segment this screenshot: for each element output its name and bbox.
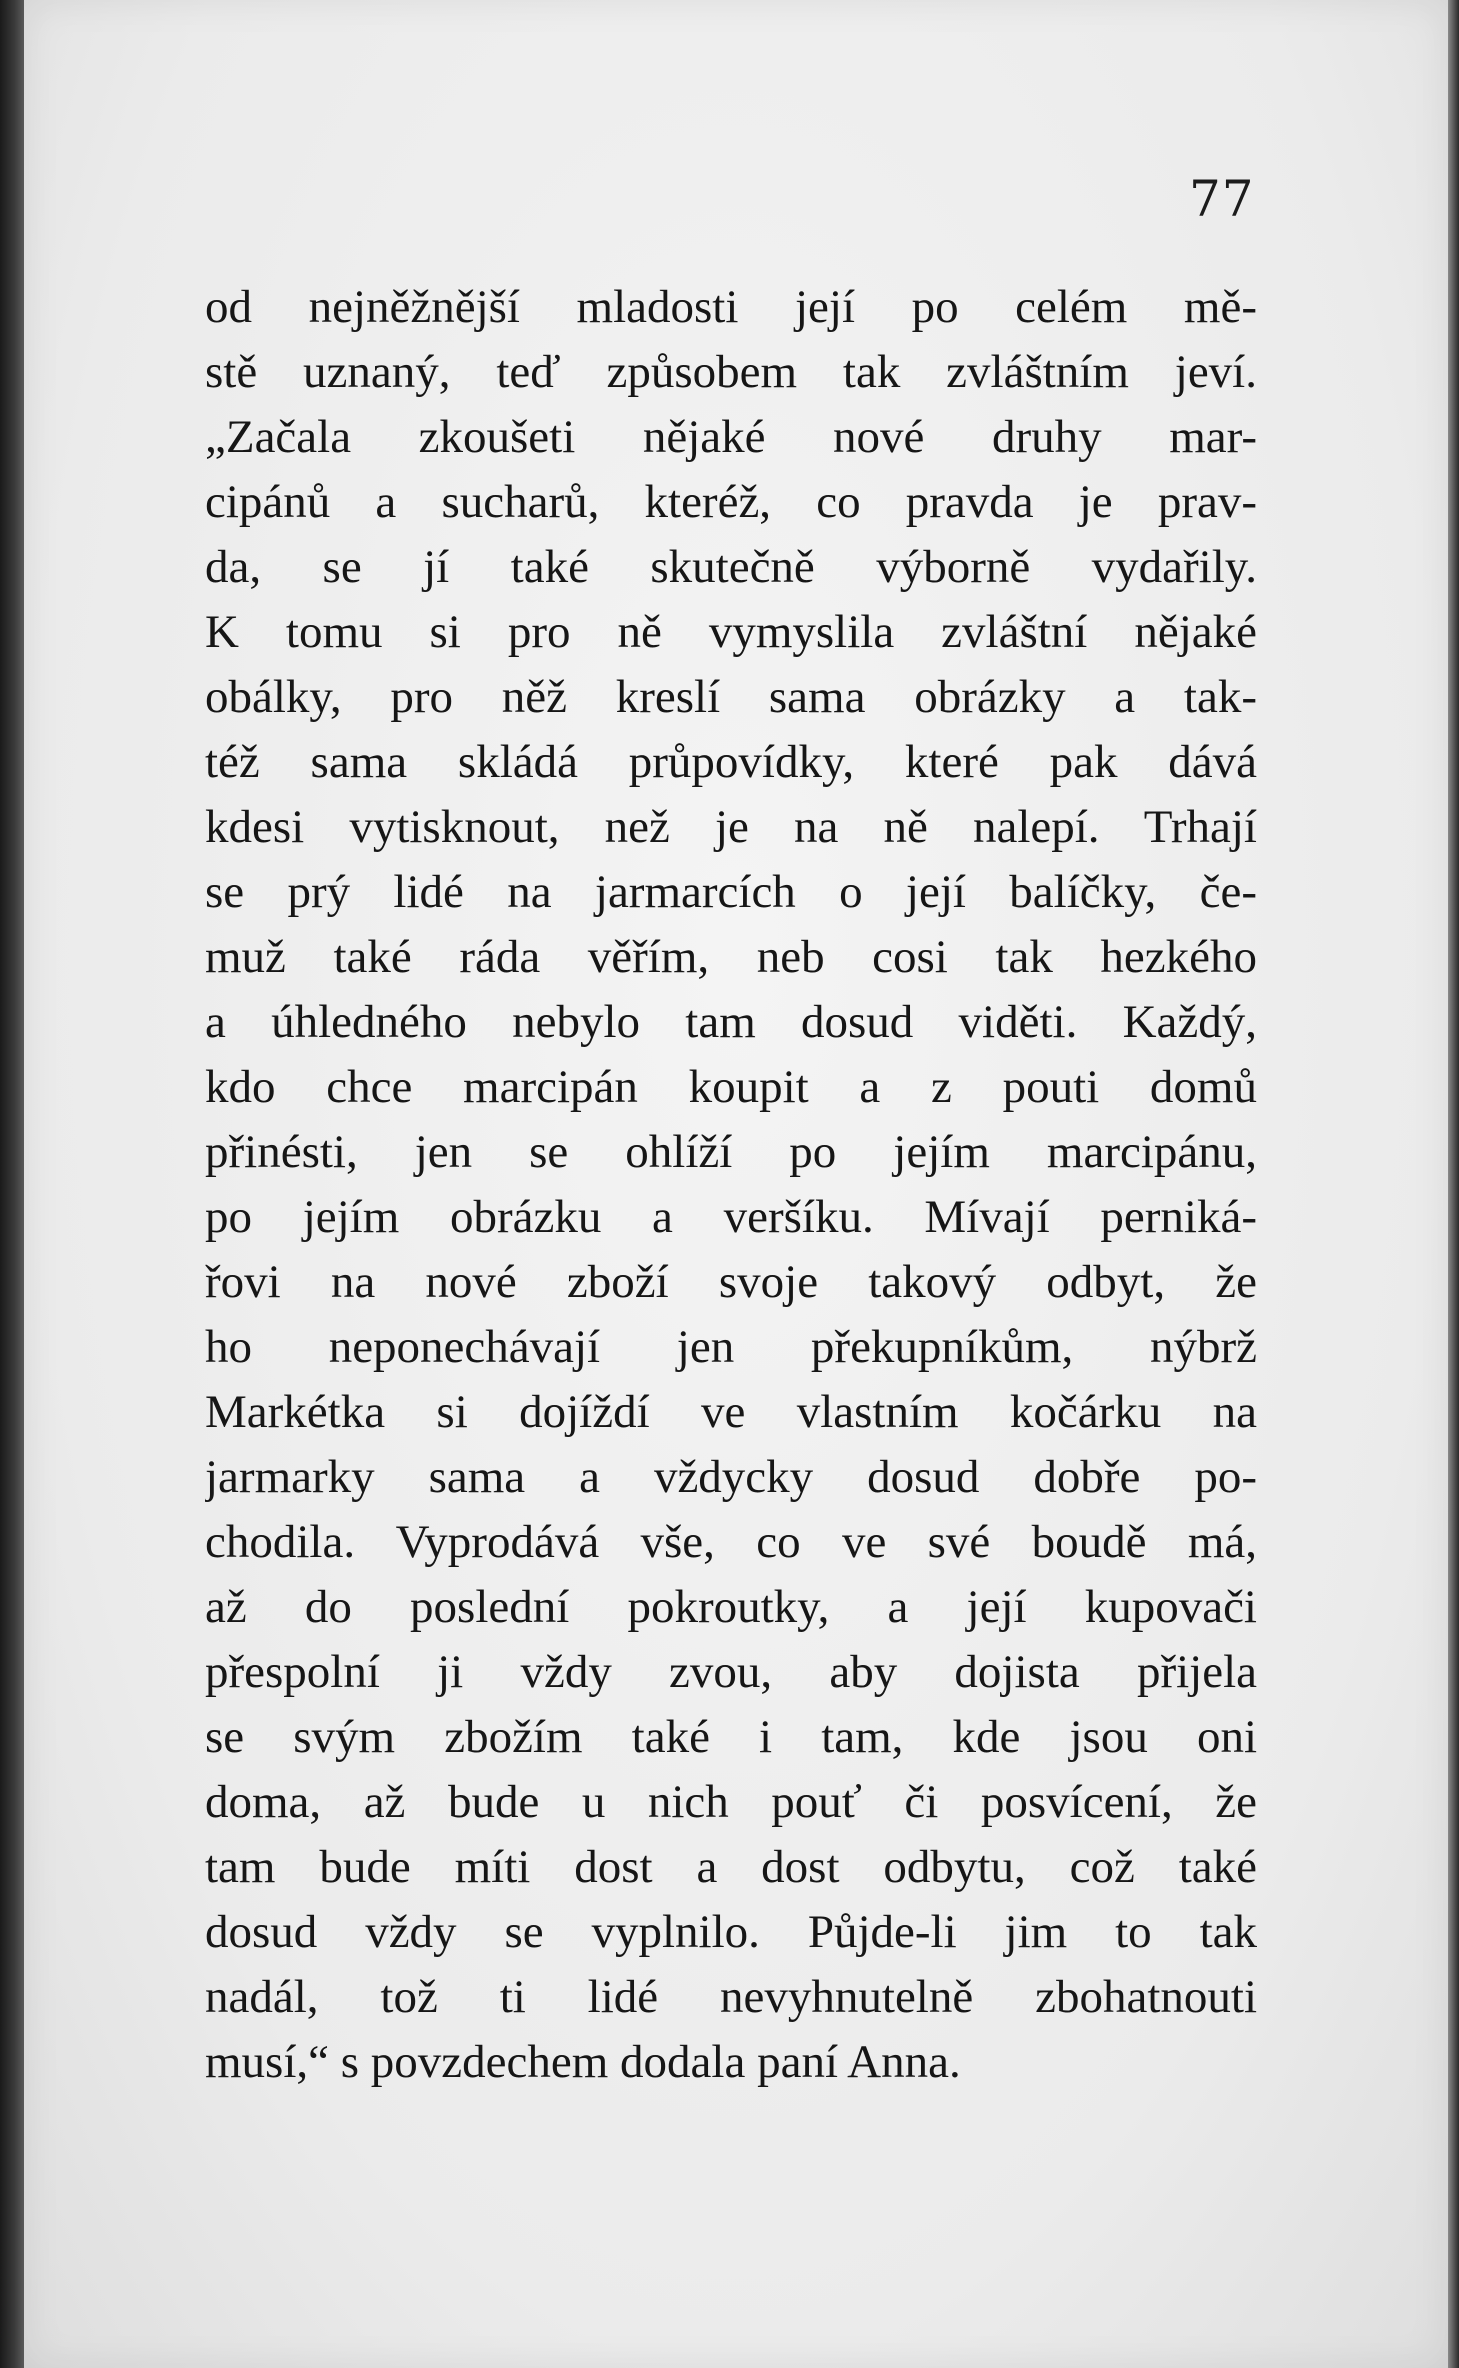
text-line: ho neponechávají jen překupníkům, nýbrž [205, 1321, 1257, 1373]
text-line: muž také ráda věřím, neb cosi tak hezkého [205, 931, 1257, 983]
book-page [24, 0, 1448, 2368]
body-text [205, 275, 1257, 2095]
text-line: přinésti, jen se ohlíží po jejím marcipánu, [205, 1126, 1257, 1178]
text-line: musí,“ s povzdechem dodala paní Anna. [205, 2036, 961, 2088]
text-line: přespolní ji vždy zvou, aby dojista přijela [205, 1646, 1257, 1698]
text-line: da, se jí také skutečně výborně vydařily. [205, 541, 1257, 593]
text-line: nadál, tož ti lidé nevyhnutelně zbohatnouti [205, 1971, 1257, 2023]
text-line: kdo chce marcipán koupit a z pouti domů [205, 1061, 1257, 1113]
text-line: řovi na nové zboží svoje takový odbyt, že [205, 1256, 1257, 1308]
text-line: tam bude míti dost a dost odbytu, což také [205, 1841, 1257, 1893]
text-line: obálky, pro něž kreslí sama obrázky a tak- [205, 671, 1257, 723]
text-line: jarmarky sama a vždycky dosud dobře po- [205, 1451, 1257, 1503]
text-line: též sama skládá průpovídky, které pak dává [205, 736, 1257, 788]
text-line: se svým zbožím také i tam, kde jsou oni [205, 1711, 1257, 1763]
text-line: cipánů a sucharů, kteréž, co pravda je prav- [205, 476, 1257, 528]
page-number: 77 [1189, 170, 1255, 228]
text-line: od nejněžnější mladosti její po celém mě- [205, 281, 1257, 333]
text-line: chodila. Vyprodává vše, co ve své boudě má, [205, 1516, 1257, 1568]
text-line: se prý lidé na jarmarcích o její balíčky, če- [205, 866, 1257, 918]
text-line: K tomu si pro ně vymyslila zvláštní nějaké [205, 606, 1257, 658]
scan-left-edge [0, 0, 24, 2368]
scan-right-edge [1448, 0, 1459, 2368]
text-line: až do poslední pokroutky, a její kupovači [205, 1581, 1257, 1633]
text-line: a úhledného nebylo tam dosud viděti. Každý, [205, 996, 1257, 1048]
text-line: po jejím obrázku a veršíku. Mívají perniká- [205, 1191, 1257, 1243]
text-line: stě uznaný, teď způsobem tak zvláštním jeví. [205, 346, 1257, 398]
text-line: dosud vždy se vyplnilo. Půjde-li jim to tak [205, 1906, 1257, 1958]
text-line: kdesi vytisknout, než je na ně nalepí. Trhají [205, 801, 1257, 853]
text-line: „Začala zkoušeti nějaké nové druhy mar- [205, 411, 1257, 463]
text-line: doma, až bude u nich pouť či posvícení, že [205, 1776, 1257, 1828]
text-line: Markétka si dojíždí ve vlastním kočárku na [205, 1386, 1257, 1438]
